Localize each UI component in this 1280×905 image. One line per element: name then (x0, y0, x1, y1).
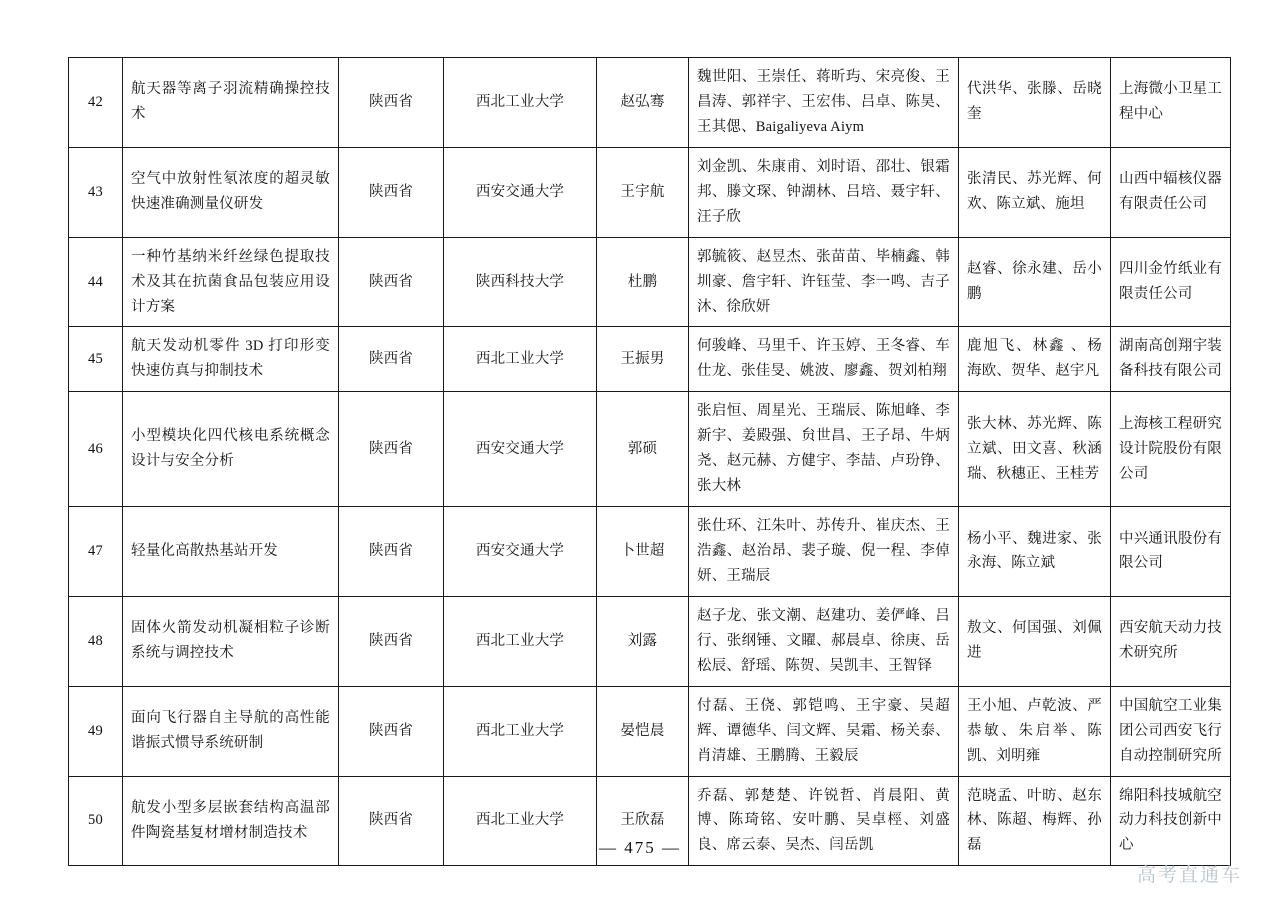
cell-leader: 杜鹏 (597, 237, 689, 327)
cell-university: 西北工业大学 (444, 686, 597, 776)
cell-tutors: 代洪华、张滕、岳晓奎 (959, 58, 1111, 148)
cell-university: 西北工业大学 (444, 327, 597, 392)
project-table (68, 57, 1231, 866)
watermark: 高考直通车 (1136, 865, 1242, 886)
cell-team-members: 张启恒、周星光、王瑞辰、陈旭峰、李新宇、姜殿强、贠世昌、王子昂、牛炳尧、赵元赫、方健宇、李喆、卢玢铮、张大林 (689, 392, 959, 507)
cell-province: 陕西省 (339, 237, 444, 327)
cell-project-title: 轻量化高散热基站开发 (123, 507, 339, 597)
cell-university: 西安交通大学 (444, 392, 597, 507)
table-row (69, 327, 1231, 392)
cell-team-members: 刘金凯、朱康甫、刘时语、邵壮、银霜邦、滕文琛、钟湖林、吕培、聂宇轩、汪子欣 (689, 147, 959, 237)
cell-partner-org: 中兴通讯股份有限公司 (1111, 507, 1231, 597)
cell-leader: 郭硕 (597, 392, 689, 507)
cell-university: 陕西科技大学 (444, 237, 597, 327)
cell-leader: 晏恺晨 (597, 686, 689, 776)
cell-team-members: 乔磊、郭楚楚、许锐哲、肖晨阳、黄博、陈琦铭、安叶鹏、吴卓桱、刘盛良、席云泰、吴杰、闫岳凯 (689, 776, 959, 866)
cell-province: 陕西省 (339, 596, 444, 686)
project-table-container (68, 57, 1222, 866)
cell-leader: 王宇航 (597, 147, 689, 237)
table-row (69, 147, 1231, 237)
cell-team-members: 何骏峰、马里千、许玉婷、王冬睿、车仕龙、张佳旻、姚波、廖鑫、贺刘柏翔 (689, 327, 959, 392)
cell-team-members: 张仕环、江朱叶、苏传升、崔庆杰、王浩鑫、赵治昂、裴子璇、倪一程、李倬妍、王瑞辰 (689, 507, 959, 597)
cell-project-title: 航天器等离子羽流精确操控技术 (123, 58, 339, 148)
cell-project-title: 固体火箭发动机凝相粒子诊断系统与调控技术 (123, 596, 339, 686)
cell-partner-org: 上海微小卫星工程中心 (1111, 58, 1231, 148)
cell-partner-org: 湖南高创翔宇装备科技有限公司 (1111, 327, 1231, 392)
cell-partner-org: 西安航天动力技术研究所 (1111, 596, 1231, 686)
cell-leader: 赵弘骞 (597, 58, 689, 148)
cell-sequence-number: 46 (69, 392, 123, 507)
cell-tutors: 敖文、何国强、刘佩进 (959, 596, 1111, 686)
cell-university: 西安交通大学 (444, 147, 597, 237)
cell-university: 西安交通大学 (444, 507, 597, 597)
table-row (69, 58, 1231, 148)
cell-tutors: 范晓孟、叶昉、赵东林、陈超、梅辉、孙磊 (959, 776, 1111, 866)
table-row (69, 507, 1231, 597)
cell-tutors: 鹿旭飞、林鑫 、杨海欧、贺华、赵宇凡 (959, 327, 1111, 392)
cell-tutors: 杨小平、魏进家、张永海、陈立斌 (959, 507, 1111, 597)
cell-leader: 刘露 (597, 596, 689, 686)
cell-sequence-number: 43 (69, 147, 123, 237)
cell-sequence-number: 45 (69, 327, 123, 392)
table-row (69, 686, 1231, 776)
cell-project-title: 航发小型多层嵌套结构高温部件陶瓷基复材增材制造技术 (123, 776, 339, 866)
cell-province: 陕西省 (339, 686, 444, 776)
table-row (69, 596, 1231, 686)
cell-project-title: 航天发动机零件 3D 打印形变快速仿真与抑制技术 (123, 327, 339, 392)
cell-team-members: 魏世阳、王崇任、蒋昕玙、宋亮俊、王昌涛、郭祥宇、王宏伟、吕卓、陈昊、王其偲、Baigaliyeva Aiym (689, 58, 959, 148)
cell-leader: 卜世超 (597, 507, 689, 597)
cell-province: 陕西省 (339, 507, 444, 597)
cell-sequence-number: 44 (69, 237, 123, 327)
cell-sequence-number: 48 (69, 596, 123, 686)
cell-sequence-number: 47 (69, 507, 123, 597)
cell-leader: 王欣磊 (597, 776, 689, 866)
cell-leader: 王振男 (597, 327, 689, 392)
cell-tutors: 赵睿、徐永建、岳小鹏 (959, 237, 1111, 327)
cell-project-title: 一种竹基纳米纤丝绿色提取技术及其在抗菌食品包装应用设计方案 (123, 237, 339, 327)
cell-sequence-number: 42 (69, 58, 123, 148)
cell-partner-org: 上海核工程研究设计院股份有限公司 (1111, 392, 1231, 507)
cell-team-members: 赵子龙、张文潮、赵建功、姜俨峰、吕行、张纲锤、文矅、郝晨卓、徐庚、岳松辰、舒瑶、陈贺、吴凯丰、王智铎 (689, 596, 959, 686)
cell-project-title: 小型模块化四代核电系统概念设计与安全分析 (123, 392, 339, 507)
cell-province: 陕西省 (339, 327, 444, 392)
page-number: — 475 — (599, 838, 681, 857)
cell-sequence-number: 50 (69, 776, 123, 866)
cell-team-members: 郭毓筱、赵昱杰、张苗苗、毕楠鑫、韩圳豪、詹宇轩、许钰莹、李一鸣、吉子沐、徐欣妍 (689, 237, 959, 327)
cell-university: 西北工业大学 (444, 596, 597, 686)
cell-project-title: 空气中放射性氡浓度的超灵敏快速准确测量仪研发 (123, 147, 339, 237)
cell-province: 陕西省 (339, 58, 444, 148)
cell-partner-org: 四川金竹纸业有限责任公司 (1111, 237, 1231, 327)
cell-team-members: 付磊、王侥、郭铠鸣、王宇豪、吴超辉、谭德华、闫文辉、吴霜、杨关泰、肖清雄、王鹏腾、王毅辰 (689, 686, 959, 776)
cell-tutors: 张大林、苏光辉、陈立斌、田文喜、秋涵瑞、秋穗正、王桂芳 (959, 392, 1111, 507)
cell-partner-org: 绵阳科技城航空动力科技创新中心 (1111, 776, 1231, 866)
cell-partner-org: 山西中辐核仪器有限责任公司 (1111, 147, 1231, 237)
table-row (69, 392, 1231, 507)
cell-sequence-number: 49 (69, 686, 123, 776)
table-row (69, 237, 1231, 327)
cell-project-title: 面向飞行器自主导航的高性能谐振式惯导系统研制 (123, 686, 339, 776)
cell-province: 陕西省 (339, 147, 444, 237)
cell-university: 西北工业大学 (444, 58, 597, 148)
cell-province: 陕西省 (339, 776, 444, 866)
cell-tutors: 张清民、苏光辉、何欢、陈立斌、施坦 (959, 147, 1111, 237)
cell-partner-org: 中国航空工业集团公司西安飞行自动控制研究所 (1111, 686, 1231, 776)
cell-province: 陕西省 (339, 392, 444, 507)
cell-university: 西北工业大学 (444, 776, 597, 866)
cell-tutors: 王小旭、卢乾波、严恭敏、朱启举、陈凯、刘明雍 (959, 686, 1111, 776)
